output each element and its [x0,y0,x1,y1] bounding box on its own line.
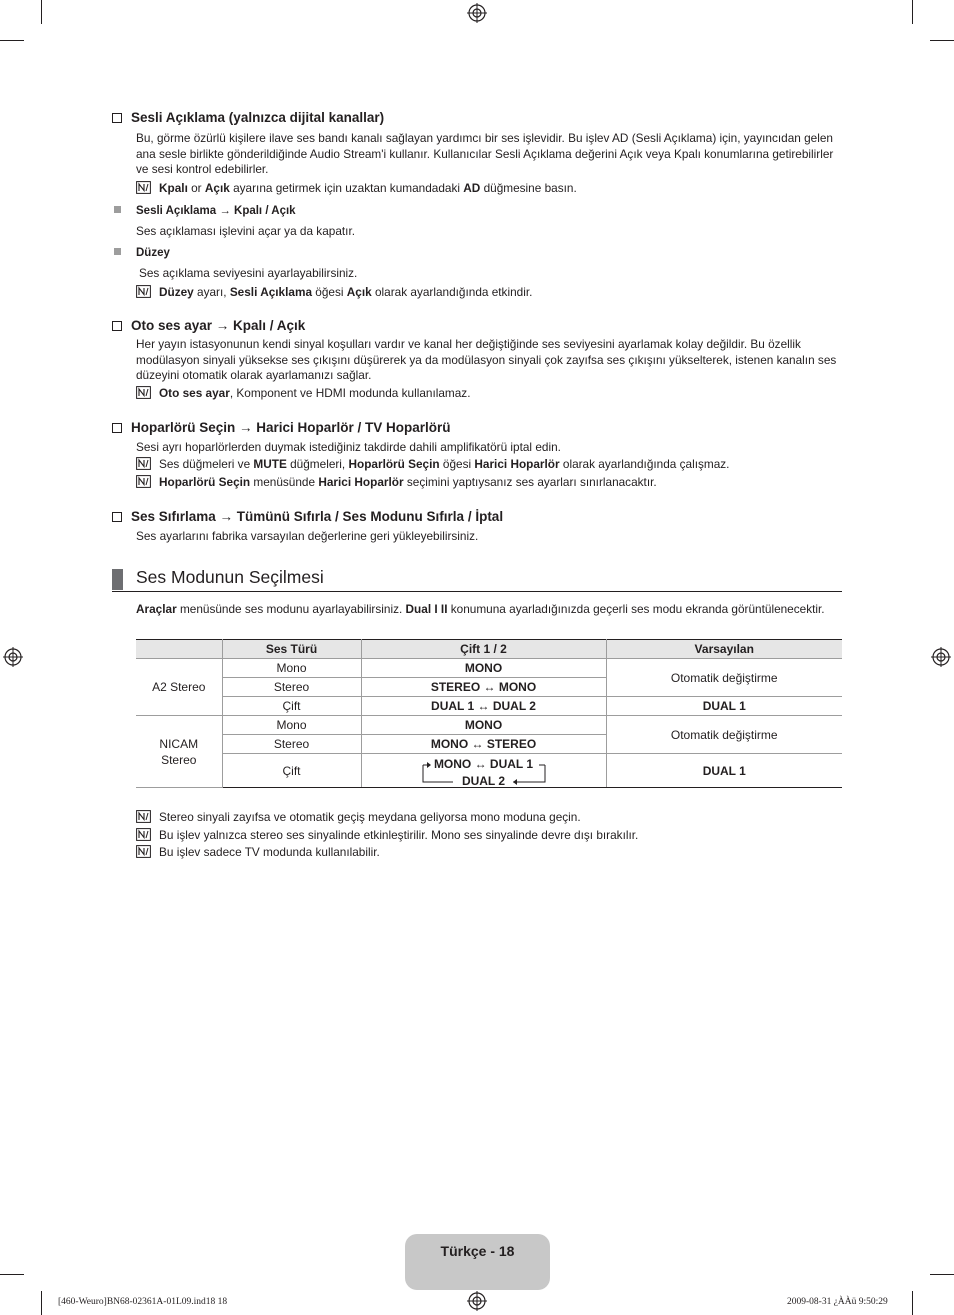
table-cell: STEREO ↔ MONO [361,678,606,697]
section-title [112,318,305,333]
crop-mark [912,0,913,24]
table-cell: Çift [222,754,361,788]
subitem-body: Ses açıklama seviyesini ayarlayabilirsiniz. [139,266,358,280]
table-cell: MONO [361,659,606,678]
table-header [136,640,222,659]
crop-mark [912,1291,913,1315]
registration-mark-icon [467,3,487,23]
table-cell: DUAL 1 ↔ DUAL 2 [361,697,606,716]
page-number: Türkçe - 18 [440,1243,515,1259]
cycle-diagram [419,756,549,786]
note [136,457,729,472]
section-heading [112,566,842,592]
note [136,810,581,825]
note [136,386,470,401]
intro-bold: Dual I II [405,602,448,616]
table-cell: Stereo [222,735,361,754]
table-cell: MONO ↔ STEREO [361,735,606,754]
note-bold: Sesli Açıklama [229,285,313,299]
table-header-row [136,640,842,659]
note-text: Stereo sinyali zayıfsa ve otomatik geçiş meydana geliyorsa mono moduna geçin. [159,810,581,824]
cycle-line-1: MONO ↔ DUAL 1 [433,756,534,771]
section-body: Ses ayarlarını fabrika varsayılan değerlerine geri yükleyebilirsiniz. [136,529,479,543]
crop-mark [0,40,24,41]
crop-mark [930,1274,954,1275]
note-text: olarak ayarlandığında etkindir. [371,285,533,299]
checkbox-bullet-icon [112,113,122,123]
table-header: Çift 1 / 2 [361,640,606,659]
note-bold: AD [463,181,481,195]
note-icon [136,386,151,399]
table-cell: Mono [222,716,361,735]
section-title-text: Oto ses ayar → Kpalı / Açık [131,318,306,333]
note-text: menüsünde [250,475,319,489]
note-icon [136,285,151,298]
section-title [112,420,451,435]
note-bold: Düzey [159,285,194,299]
note [136,181,577,196]
note-icon [136,810,151,823]
note-text: öğesi [312,285,347,299]
note-text: olarak ayarlandığında çalışmaz. [559,457,730,471]
note-text: Bu işlev yalnızca stereo ses sinyalinde etkinleştirilir. Mono ses sinyalinde devre dışı bırakılır. [159,828,639,842]
subitem-title-text: Düzey [136,247,170,259]
table-cell: Otomatik değiştirme [606,716,842,754]
table-row [136,697,842,716]
table-header: Ses Türü [222,640,361,659]
crop-mark [41,1291,42,1315]
note-bold: Harici Hoparlör [318,475,404,489]
note-text: seçimini yaptıysanız ses ayarları sınırlanacaktır. [403,475,657,489]
subitem-title [114,205,296,217]
table-row [136,659,842,678]
note [136,845,380,860]
table-row [136,754,842,788]
crop-mark [41,0,42,24]
table-header: Varsayılan [606,640,842,659]
note-bold: Oto ses ayar [159,386,230,400]
note [136,475,657,490]
page-number-tab [405,1234,550,1290]
section-title-text: Ses Sıfırlama → Tümünü Sıfırla / Ses Modunu Sıfırla / İptal [131,509,504,524]
registration-mark-icon [931,647,951,667]
heading-text: Ses Modunun Seçilmesi [136,567,324,587]
table-cell: Stereo [222,678,361,697]
note-bold: Kpalı [159,181,188,195]
checkbox-bullet-icon [112,321,122,331]
subitem-title [114,247,170,259]
note-bold: Hoparlörü Seçin [348,457,440,471]
section-title [112,110,384,125]
table-cell-group: A2 Stereo [136,659,222,716]
crop-mark [0,1274,24,1275]
section-body: Sesi ayrı hoparlörlerden duymak istediğiniz takdirde dahili amplifikatörü iptal edin. [136,440,561,454]
square-bullet-icon [114,206,121,213]
table-cell: MONO [361,716,606,735]
table-cell: DUAL 1 [606,697,842,716]
note-bold: Açık [204,181,230,195]
table-cell-cycle [361,754,606,788]
registration-mark-icon [3,647,23,667]
note-icon [136,845,151,858]
table-cell: Mono [222,659,361,678]
section-body: Her yayın istasyonunun kendi sinyal koşulları vardır ve kanal her değiştiğinde ses seviyesini ayarlamak kolay değildir. Bu özellik modülasyon sinyali yüksekse ses çıkışını düşürerek ya da modülasyon sinyali çok zayıfsa ses çıkışını yükselterek, istenen kanalın ses düzeyini otomatik olarak ayarlamanızı sağlar. [136,337,837,383]
note-bold: Hoparlörü Seçin [159,475,251,489]
sound-mode-table [136,639,842,788]
subitem-title-text: Sesli Açıklama → Kpalı / Açık [136,205,296,217]
table-row [136,716,842,735]
note-text: öğesi [439,457,475,471]
note-text: , Komponent ve HDMI modunda kullanılamaz. [229,386,471,400]
checkbox-bullet-icon [112,512,122,522]
checkbox-bullet-icon [112,423,122,433]
note-icon [136,181,151,194]
note-text: or [187,181,205,195]
registration-mark-icon [467,1291,487,1311]
heading-bar [112,569,123,590]
section-title-text: Hoparlörü Seçin → Harici Hoparlör / TV Hoparlörü [131,420,451,435]
table-cell-group: NICAM Stereo [136,716,222,788]
table-cell: Çift [222,697,361,716]
cycle-line-2: DUAL 2 [461,773,506,788]
note-icon [136,457,151,470]
note-text: düğmesine basın. [480,181,577,195]
section-title [112,509,503,524]
note-bold: Harici Hoparlör [474,457,560,471]
note-icon [136,828,151,841]
note [136,285,532,300]
subitem-body: Ses açıklaması işlevini açar ya da kapatır. [136,224,355,238]
intro-bold: Araçlar [136,602,177,616]
table-cell: Otomatik değiştirme [606,659,842,697]
intro-paragraph [136,602,842,618]
note-text: Bu işlev sadece TV modunda kullanılabilir. [159,845,380,859]
intro-text: menüsünde ses modunu ayarlayabilirsiniz. [176,602,406,616]
note-text: ayarı, [193,285,230,299]
note-icon [136,475,151,488]
note-bold: MUTE [253,457,287,471]
note-text: düğmeleri, [286,457,349,471]
note-text: Ses düğmeleri ve [159,457,254,471]
note-bold: Açık [346,285,372,299]
intro-text: konumuna ayarladığınızda geçerli ses modu ekranda görüntülenecektir. [447,602,825,616]
crop-mark [930,40,954,41]
print-slug-left: [460-Weuro]BN68-02361A-01L09.ind18 18 [58,1297,228,1307]
note-text: ayarına getirmek için uzaktan kumandadaki [229,181,464,195]
square-bullet-icon [114,248,121,255]
section-title-text: Sesli Açıklama (yalnızca dijital kanallar) [131,110,385,125]
section-body: Bu, görme özürlü kişilere ilave ses bandı kanalı sağlayan yardımcı bir ses işlevidir. Bu işlev AD (Sesli Açıklama) için, yayıncıdan gelen ana sesle birlikte gönderildiğinde Audio Stream'i kullanır. Kullanıcılar Sesli Açıklama değerini Açık veya Kpalı konumlarına getirebilirler ve sesi kontrol edebilirler. [136,131,834,177]
note [136,828,638,843]
table-cell: DUAL 1 [606,754,842,788]
print-slug-right: 2009-08-31 ¿ÀÀü 9:50:29 [787,1297,888,1307]
